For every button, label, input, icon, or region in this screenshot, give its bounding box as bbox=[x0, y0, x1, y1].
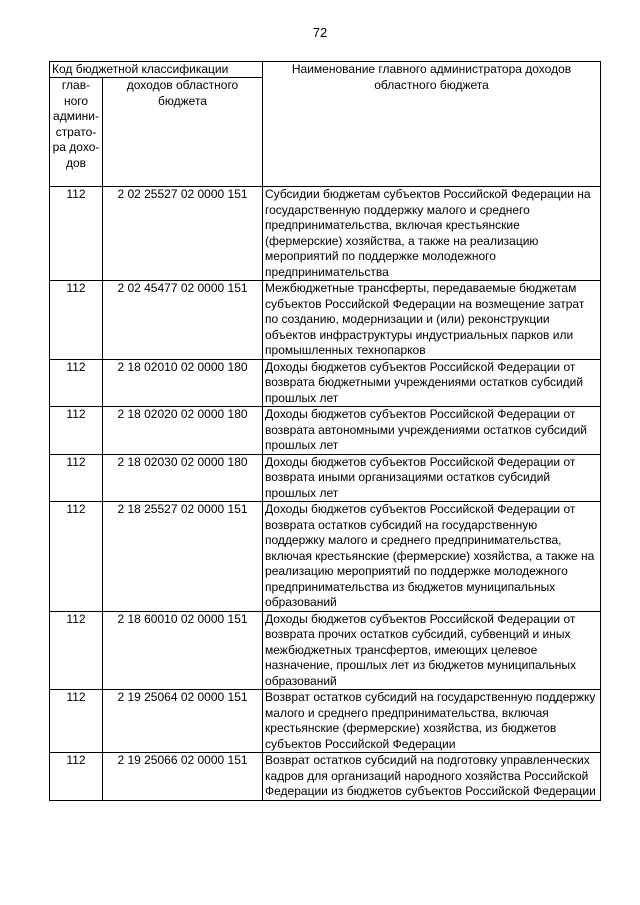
table-row bbox=[50, 407, 601, 455]
income-code-cell: 2 19 25066 02 0000 151 bbox=[103, 753, 263, 801]
table-row bbox=[50, 611, 601, 690]
admin-code-cell: 112 bbox=[50, 187, 103, 281]
income-name-cell: Возврат остатков субсидий на государственную поддержку малого и среднего предпринимательства, включая крестьянские (фермерские) хозяйства, из бюджетов субъектов Российской Федерации bbox=[263, 690, 601, 753]
budget-classification-table bbox=[49, 61, 601, 801]
income-name-cell: Доходы бюджетов субъектов Российской Федерации от возврата прочих остатков субсидий, субвенций и иных межбюджетных трансфертов, имеющих целевое назначение, прошлых лет из бюджетов муниципальных образований bbox=[263, 611, 601, 690]
admin-code-cell: 112 bbox=[50, 690, 103, 753]
table-row bbox=[50, 502, 601, 612]
table-row bbox=[50, 690, 601, 753]
income-name-cell: Доходы бюджетов субъектов Российской Федерации от возврата автономными учреждениями остатков субсидий прошлых лет bbox=[263, 407, 601, 455]
income-name-cell: Субсидии бюджетам субъектов Российской Федерации на государственную поддержку малого и среднего предпринимательства, включая крестьянские (фермерские) хозяйства, а также на реализацию мероприятий по поддержке молодежного предпринимательства bbox=[263, 187, 601, 281]
income-name-cell: Доходы бюджетов субъектов Российской Федерации от возврата бюджетными учреждениями остатков субсидий прошлых лет bbox=[263, 359, 601, 407]
admin-code-cell: 112 bbox=[50, 359, 103, 407]
table-body bbox=[50, 187, 601, 801]
administrator-name-header: Наименование главного администратора доходов областного бюджета bbox=[263, 62, 601, 187]
income-code-cell: 2 02 45477 02 0000 151 bbox=[103, 281, 263, 360]
table-row bbox=[50, 753, 601, 801]
income-code-cell: 2 18 02010 02 0000 180 bbox=[103, 359, 263, 407]
income-code-cell: 2 18 02030 02 0000 180 bbox=[103, 454, 263, 502]
admin-code-cell: 112 bbox=[50, 407, 103, 455]
income-name-cell: Межбюджетные трансферты, передаваемые бюджетам субъектов Российской Федерации на возмещение затрат по созданию, модернизации и (или) реконструкции объектов инфраструктуры индустриальных парков или промышленных технопарков bbox=[263, 281, 601, 360]
income-code-cell: 2 18 02020 02 0000 180 bbox=[103, 407, 263, 455]
admin-code-cell: 112 bbox=[50, 281, 103, 360]
admin-code-header: глав-ного админи-страто-ра дохо-дов bbox=[50, 78, 103, 187]
income-name-cell: Доходы бюджетов субъектов Российской Федерации от возврата иными организациями остатков субсидий прошлых лет bbox=[263, 454, 601, 502]
income-name-cell: Доходы бюджетов субъектов Российской Федерации от возврата остатков субсидий на государственную поддержку малого и среднего предпринимательства, включая крестьянские (фермерские) хозяйства, а также на реализацию мероприятий по поддержке молодежного предпринимательства из бюджетов муниципальных образований bbox=[263, 502, 601, 612]
admin-code-cell: 112 bbox=[50, 753, 103, 801]
income-code-header: доходов областного бюджета bbox=[103, 78, 263, 187]
admin-code-cell: 112 bbox=[50, 611, 103, 690]
classification-code-header: Код бюджетной классификации bbox=[50, 62, 263, 78]
income-name-cell: Возврат остатков субсидий на подготовку управленческих кадров для организаций народного хозяйства Российской Федерации из бюджетов субъектов Российской Федерации bbox=[263, 753, 601, 801]
income-code-cell: 2 18 25527 02 0000 151 bbox=[103, 502, 263, 612]
income-code-cell: 2 19 25064 02 0000 151 bbox=[103, 690, 263, 753]
page-number: 72 bbox=[312, 25, 328, 40]
table-row bbox=[50, 359, 601, 407]
table-row bbox=[50, 454, 601, 502]
admin-code-cell: 112 bbox=[50, 502, 103, 612]
income-code-cell: 2 18 60010 02 0000 151 bbox=[103, 611, 263, 690]
header-row-group bbox=[50, 62, 601, 78]
table-row bbox=[50, 187, 601, 281]
admin-code-cell: 112 bbox=[50, 454, 103, 502]
table-row bbox=[50, 281, 601, 360]
income-code-cell: 2 02 25527 02 0000 151 bbox=[103, 187, 263, 281]
